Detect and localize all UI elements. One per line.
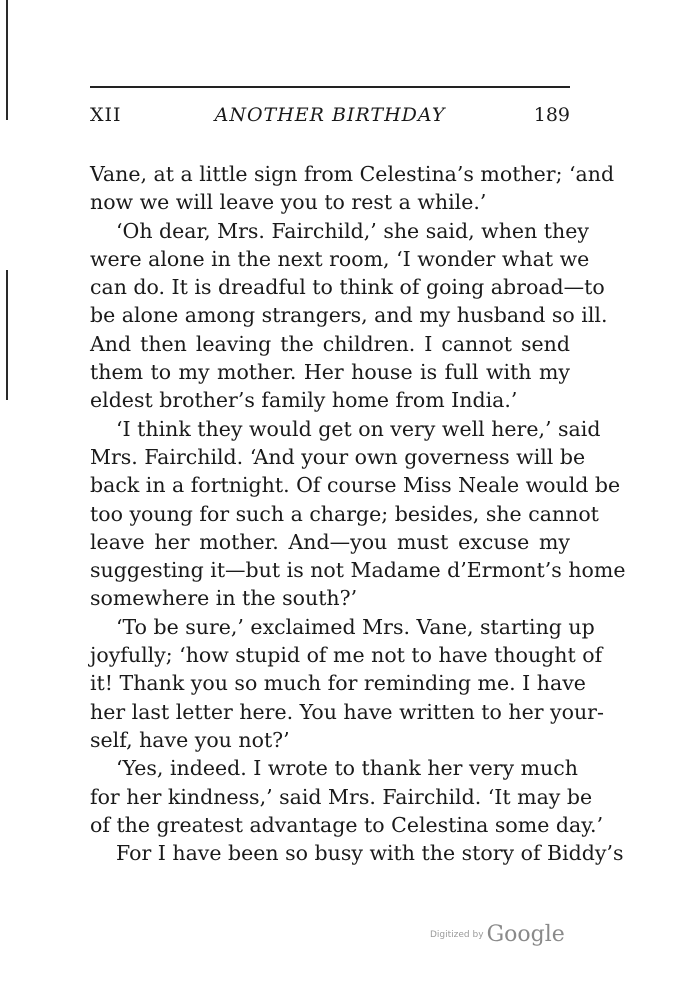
text-line: too young for such a charge; besides, she cannot: [90, 501, 599, 526]
text-line: somewhere in the south?’: [90, 586, 358, 611]
watermark-prefix: Digitized by: [430, 929, 484, 940]
text-line: leave her mother. And—you must excuse my: [90, 529, 570, 554]
text-line: Vane, at a little sign from Celestina’s mother; ‘and: [90, 162, 615, 186]
text-line: her last letter here. You have written to her your-: [90, 699, 604, 724]
text-line: ‘To be sure,’ exclaimed Mrs. Vane, starting up: [116, 614, 595, 639]
header-rule: [90, 86, 570, 88]
text-line: Mrs. Fairchild. ‘And your own governess will be: [90, 444, 586, 469]
body-text: [90, 160, 626, 867]
text-line: were alone in the next room, ‘I wonder what we: [90, 246, 590, 271]
page-number: 189: [533, 104, 570, 126]
chapter-number: XII: [90, 104, 122, 126]
text-line: now we will leave you to rest a while.’: [90, 190, 487, 215]
text-line: For I have been so busy with the story of Biddy’s: [116, 841, 624, 866]
text-line: of the greatest advantage to Celestina some day.’: [90, 812, 604, 837]
text-line: suggesting it—but is not Madame d’Ermont’s home: [90, 558, 626, 583]
text-line: And then leaving the children. I cannot send: [90, 331, 570, 356]
text-line: self, have you not?’: [90, 727, 290, 752]
text-line: it! Thank you so much for reminding me. I have: [90, 671, 586, 696]
scan-edge-mark: [6, 0, 8, 120]
scan-edge-mark: [6, 270, 8, 400]
text-line: back in a fortnight. Of course Miss Neale would be: [90, 473, 621, 498]
running-title: ANOTHER BIRTHDAY: [214, 104, 446, 126]
text-line: for her kindness,’ said Mrs. Fairchild. ‘It may be: [90, 784, 593, 809]
watermark-logo: Google: [486, 922, 565, 947]
digitized-watermark: [430, 922, 565, 947]
text-line: joyfully; ‘how stupid of me not to have thought of: [90, 643, 603, 668]
text-line: ‘Yes, indeed. I wrote to thank her very much: [116, 756, 578, 781]
text-line: eldest brother’s family home from India.’: [90, 388, 518, 413]
text-line: be alone among strangers, and my husband so ill.: [90, 303, 608, 328]
running-head: [90, 102, 570, 132]
text-line: ‘I think they would get on very well here,’ said: [116, 416, 601, 441]
text-line: them to my mother. Her house is full with my: [90, 360, 570, 385]
text-line: can do. It is dreadful to think of going abroad—to: [90, 275, 605, 300]
text-line: ‘Oh dear, Mrs. Fairchild,’ she said, when they: [116, 218, 589, 243]
